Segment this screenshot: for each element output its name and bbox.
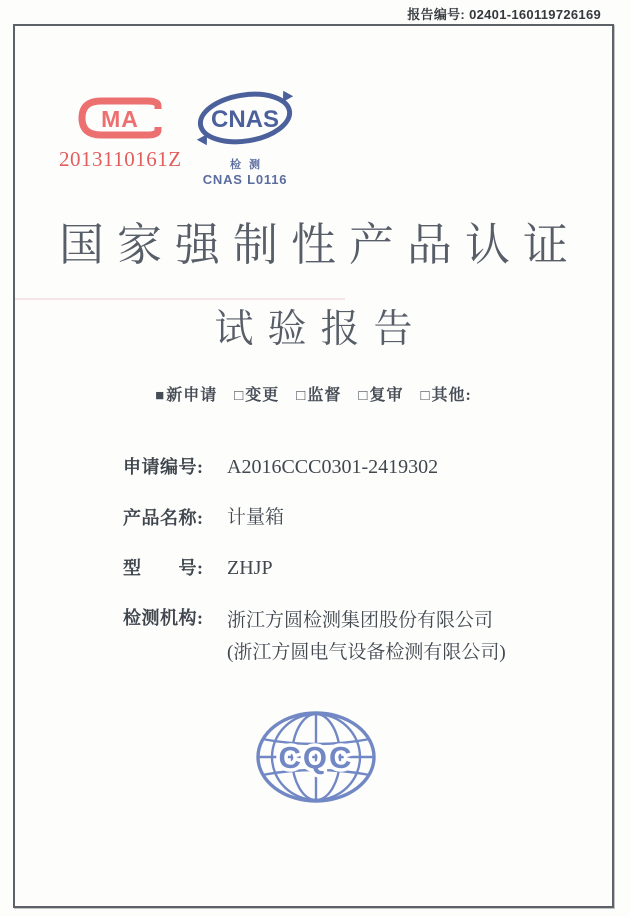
- field-label: 型 号:: [123, 558, 204, 578]
- cnas-logo-block: [193, 88, 297, 187]
- checkbox-label: 新申请: [166, 387, 218, 404]
- cma-mark-text: MA: [101, 106, 139, 132]
- document-title: 国家强制性产品认证: [58, 220, 581, 270]
- cqc-mark-text: CQC: [278, 740, 354, 775]
- field-label: 产品名称:: [123, 508, 204, 528]
- checkbox-label: 其他:: [431, 387, 472, 404]
- report-number-label: 报告编号:: [407, 7, 466, 22]
- checkbox-new-application: [155, 387, 217, 404]
- checkbox-other: [420, 387, 471, 404]
- field-value: A2016CCC0301-2419302: [227, 456, 439, 478]
- document-subtitle: 试验报告: [214, 308, 427, 351]
- application-type-row: [15, 382, 612, 405]
- checkbox-unchecked-icon: □: [234, 388, 245, 404]
- checkbox-label: 监督: [307, 387, 342, 404]
- field-product-name: [123, 505, 284, 531]
- report-number-value: 02401-160119726169: [469, 7, 601, 22]
- test-organization-line1: 浙江方圆检测集团股份有限公司: [227, 610, 494, 631]
- field-label: 申请编号:: [123, 457, 204, 477]
- checkbox-unchecked-icon: □: [358, 388, 369, 404]
- cnas-category-label: 检测: [230, 159, 268, 171]
- checkbox-unchecked-icon: □: [296, 388, 307, 404]
- checkbox-unchecked-icon: □: [420, 388, 431, 404]
- checkbox-checked-icon: ■: [155, 388, 166, 404]
- field-value: [227, 605, 506, 669]
- field-value: ZHJP: [227, 557, 273, 579]
- test-organization-line2: (浙江方圆电气设备检测有限公司): [227, 642, 506, 663]
- cnas-logo-icon: [194, 88, 296, 148]
- field-label: 检测机构:: [123, 608, 204, 628]
- field-model: [123, 555, 273, 581]
- page-border-frame: [13, 24, 614, 908]
- checkbox-change: [234, 387, 279, 404]
- field-value: 计量箱: [227, 507, 285, 528]
- checkbox-label: 复审: [369, 387, 404, 404]
- field-application-number: [123, 454, 438, 480]
- report-number: [407, 4, 601, 23]
- checkbox-label: 变更: [245, 387, 280, 404]
- cnas-mark-text: CNAS: [210, 106, 280, 133]
- checkbox-review: [358, 387, 403, 404]
- cma-logo-icon: [75, 96, 165, 140]
- cma-license-number: 2013110161Z: [59, 147, 182, 171]
- cnas-lab-code: CNAS L0116: [202, 172, 288, 187]
- cqc-logo-icon: [253, 708, 379, 806]
- checkbox-supervision: [296, 387, 341, 404]
- field-test-organization: [123, 605, 506, 669]
